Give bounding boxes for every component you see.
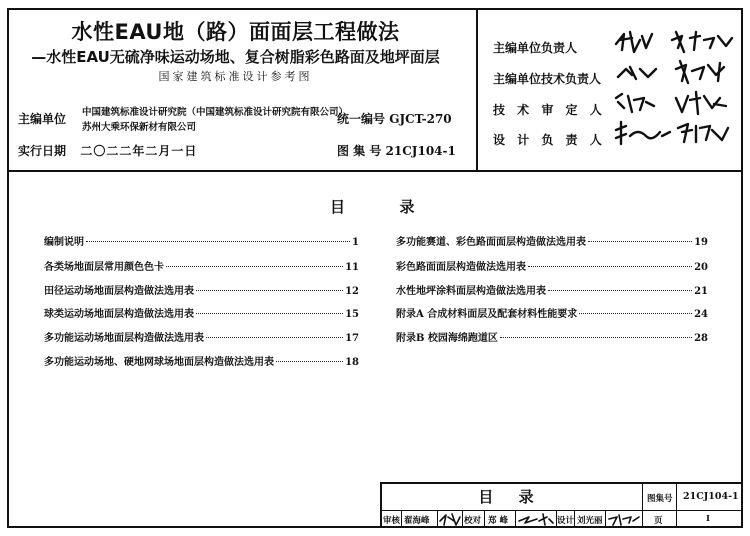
toc-item[interactable] bbox=[396, 258, 708, 273]
toc-item-page: 1 bbox=[352, 237, 359, 248]
toc-leader-dots bbox=[196, 290, 343, 291]
atlas-label: 图 集 号 bbox=[337, 144, 382, 158]
toc-item[interactable] bbox=[396, 329, 708, 344]
toc-leader-dots bbox=[276, 361, 343, 362]
toc-leader-dots bbox=[166, 266, 343, 267]
title-block-vline bbox=[676, 482, 677, 528]
toc-item[interactable] bbox=[44, 233, 359, 248]
responsible-row-4: 设 计 负 责 人 bbox=[493, 133, 606, 147]
tb-atlas-value: 21CJ104-1 bbox=[683, 491, 739, 502]
toc-leader-dots bbox=[579, 313, 692, 314]
toc-item[interactable] bbox=[44, 353, 359, 368]
tb-check-signature bbox=[517, 511, 555, 527]
toc-leader-dots bbox=[500, 337, 692, 338]
toc-item[interactable] bbox=[44, 329, 359, 344]
tb-design-name: 刘光丽 bbox=[577, 516, 603, 526]
toc-item-page: 28 bbox=[694, 333, 708, 344]
tb-check-name: 郑 峰 bbox=[488, 516, 508, 526]
toc-item[interactable] bbox=[44, 305, 359, 320]
toc-leader-dots bbox=[528, 266, 692, 267]
toc-item-name: 附录A 合成材料面层及配套材料性能要求 bbox=[396, 309, 578, 320]
toc-item-page: 15 bbox=[345, 309, 359, 320]
toc-item-name: 水性地坪涂料面层构造做法选用表 bbox=[396, 286, 546, 297]
toc-item-name: 彩色路面面层构造做法选用表 bbox=[396, 262, 526, 273]
tb-review-label: 审核 bbox=[383, 516, 401, 526]
toc-item[interactable] bbox=[396, 305, 708, 320]
title-block-vline bbox=[484, 510, 485, 528]
toc-item-name: 球类运动场地面层构造做法选用表 bbox=[44, 309, 194, 320]
org-name-1: 中国建筑标准设计研究院（中国建筑标准设计研究院有限公司） bbox=[82, 107, 349, 118]
responsible-row-2: 主编单位技术负责人 bbox=[493, 72, 602, 86]
org-label: 主编单位 bbox=[18, 112, 67, 126]
date-value: 二〇二二年二月一日 bbox=[80, 144, 198, 158]
toc-item-page: 24 bbox=[694, 309, 708, 320]
contents-title-a: 目 bbox=[330, 198, 346, 216]
series-label: 国家建筑标准设计参考图 bbox=[158, 70, 313, 83]
title-block-vline bbox=[574, 510, 575, 528]
tb-check-label: 校对 bbox=[464, 516, 482, 526]
org-name-2: 苏州大乘环保新材有限公司 bbox=[82, 122, 197, 133]
code-value: GJCT-270 bbox=[389, 112, 452, 126]
contents-title-b: 录 bbox=[399, 198, 415, 216]
responsible-row-1: 主编单位负责人 bbox=[493, 41, 578, 55]
toc-item-page: 17 bbox=[345, 333, 359, 344]
toc-item[interactable] bbox=[396, 233, 708, 248]
toc-leader-dots bbox=[206, 337, 343, 338]
toc-item-name: 附录B 校园海绵跑道区 bbox=[396, 333, 498, 344]
signature-2 bbox=[612, 57, 737, 87]
signature-1 bbox=[612, 26, 737, 56]
tb-atlas-label: 图集号 bbox=[647, 494, 673, 504]
toc-item-page: 19 bbox=[694, 237, 708, 248]
tb-review-signature bbox=[438, 511, 462, 527]
title-block-vline bbox=[462, 510, 463, 528]
toc-item-page: 11 bbox=[345, 262, 359, 273]
tb-page-value: I bbox=[706, 514, 710, 524]
toc-item-page: 21 bbox=[694, 286, 708, 297]
toc-item-page: 12 bbox=[345, 286, 359, 297]
responsible-row-3: 技 术 审 定 人 bbox=[493, 103, 606, 117]
toc-item[interactable] bbox=[44, 282, 359, 297]
title-block-vline bbox=[401, 510, 402, 528]
tb-design-signature bbox=[607, 511, 641, 527]
toc-leader-dots bbox=[196, 313, 343, 314]
date-label: 实行日期 bbox=[18, 144, 67, 158]
title-block-title: 目 录 bbox=[478, 488, 544, 506]
title-block-vline bbox=[605, 510, 606, 528]
toc-item-page: 20 bbox=[694, 262, 708, 273]
toc-item-name: 田径运动场地面层构造做法选用表 bbox=[44, 286, 194, 297]
signature-3 bbox=[612, 88, 737, 118]
toc-item-name: 多功能运动场地面层构造做法选用表 bbox=[44, 333, 204, 344]
atlas-value: 21CJ104-1 bbox=[385, 144, 456, 158]
toc-item[interactable] bbox=[396, 282, 708, 297]
title-block-vline bbox=[515, 510, 516, 528]
unified-code bbox=[337, 110, 452, 127]
main-title: 水性EAU地（路）面面层工程做法 bbox=[71, 20, 400, 44]
toc-leader-dots bbox=[588, 241, 692, 242]
toc-leader-dots bbox=[548, 290, 692, 291]
header-divider bbox=[7, 170, 743, 172]
contents-title bbox=[330, 196, 415, 217]
tb-review-name: 翟海峰 bbox=[404, 516, 430, 526]
toc-item-name: 多功能运动场地、硬地网球场地面层构造做法选用表 bbox=[44, 357, 274, 368]
tb-page-label: 页 bbox=[654, 516, 663, 526]
effective-date bbox=[18, 142, 197, 159]
toc-item[interactable] bbox=[44, 258, 359, 273]
toc-item-name: 各类场地面层常用颜色色卡 bbox=[44, 262, 164, 273]
signature-4 bbox=[612, 118, 737, 150]
toc-item-page: 18 bbox=[345, 357, 359, 368]
toc-leader-dots bbox=[86, 241, 350, 242]
subtitle: —水性EAU无硫净味运动场地、复合树脂彩色路面及地坪面层 bbox=[31, 48, 440, 66]
title-block-vline bbox=[642, 482, 643, 528]
toc-item-name: 编制说明 bbox=[44, 237, 84, 248]
atlas-number bbox=[337, 142, 456, 159]
tb-design-label: 设计 bbox=[557, 516, 575, 526]
title-block-divider bbox=[380, 510, 743, 511]
code-label: 统一编号 bbox=[337, 112, 386, 126]
toc-item-name: 多功能赛道、彩色路面面层构造做法选用表 bbox=[396, 237, 586, 248]
